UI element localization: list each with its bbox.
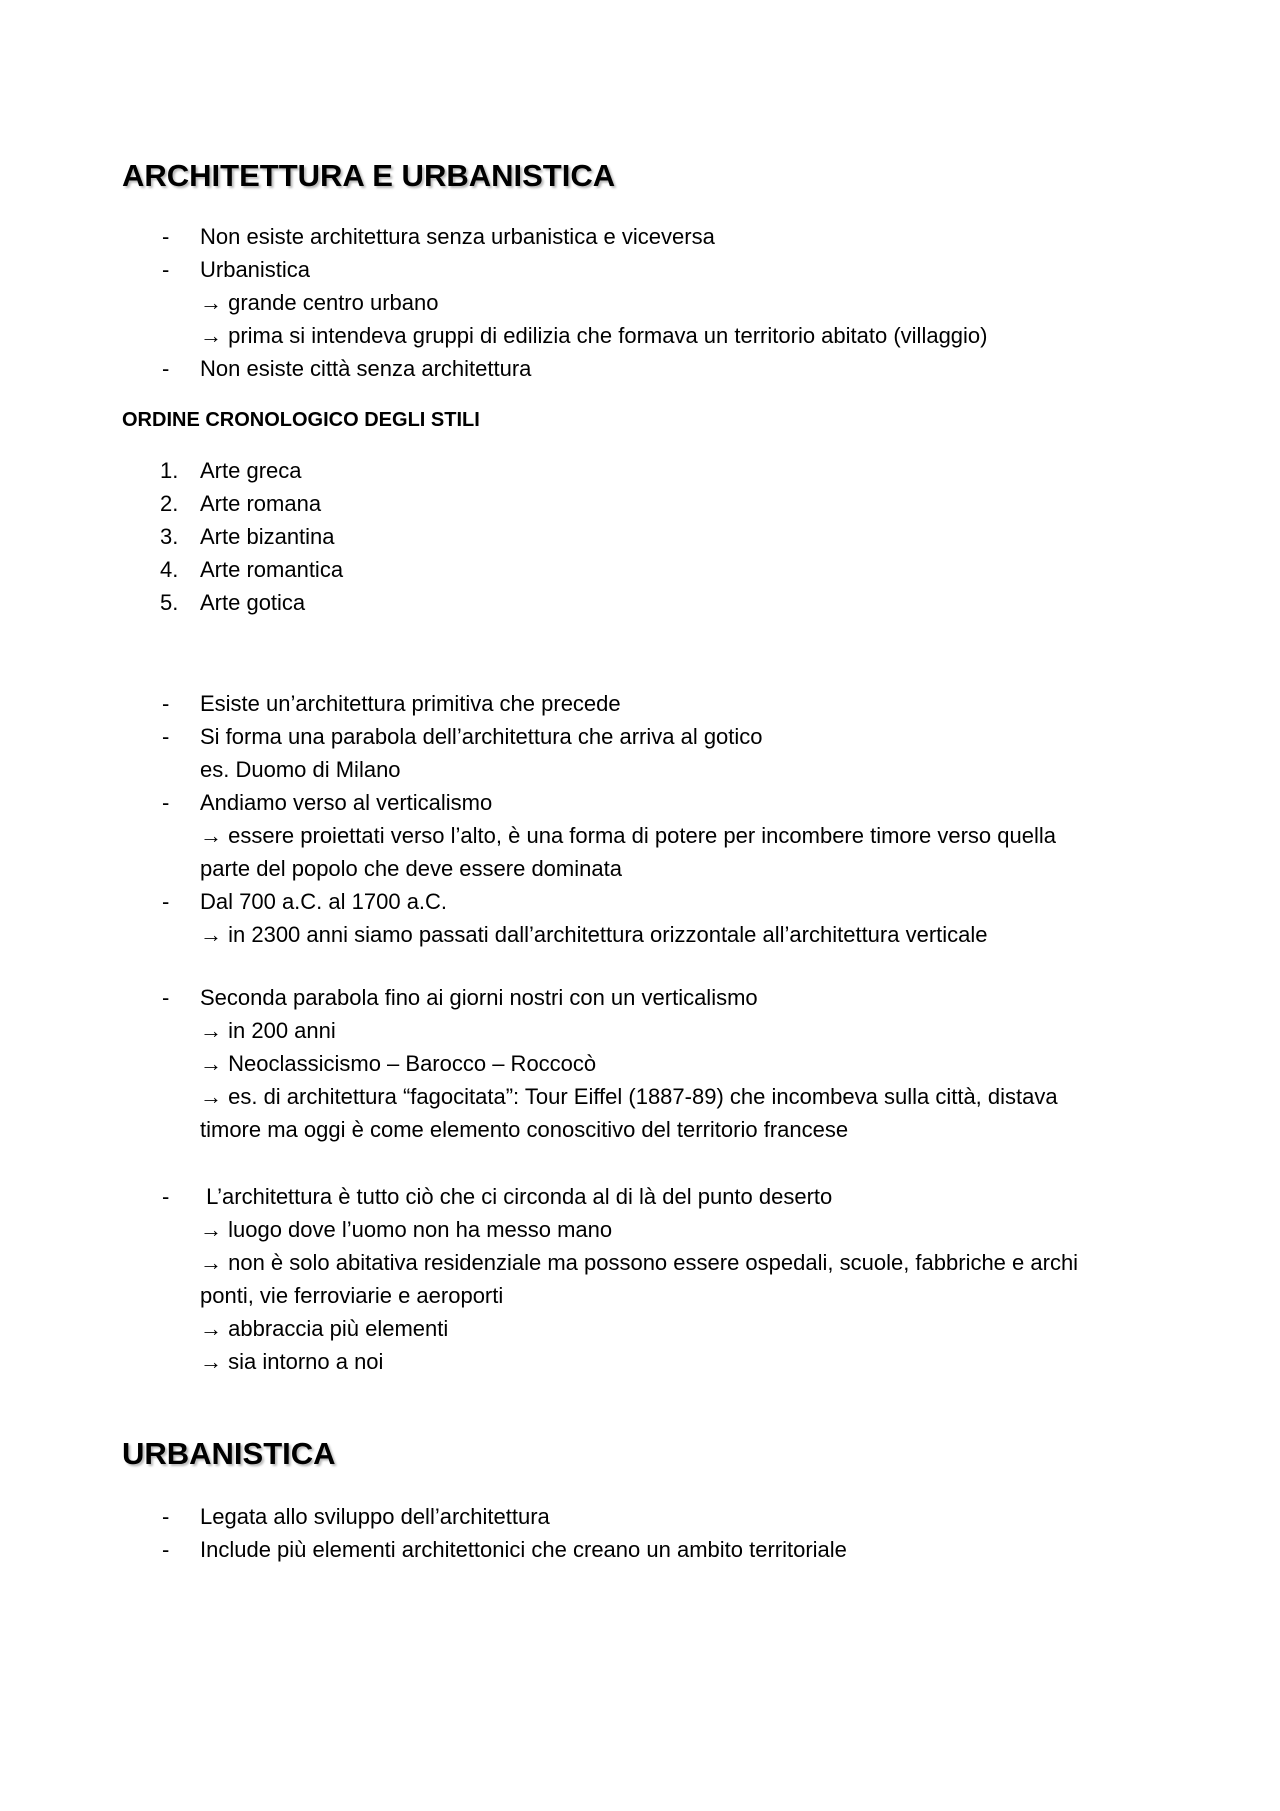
bullet-dash: - (162, 1184, 170, 1209)
bullet-dash: - (162, 224, 170, 249)
bullet-dash: - (162, 691, 170, 716)
bullet-dash: - (162, 889, 170, 914)
bullet-dash: - (162, 724, 170, 749)
bullet-dash: - (162, 257, 170, 282)
bullet-dash: - (162, 356, 170, 381)
subheading-ordine-cronologico: ORDINE CRONOLOGICO DEGLI STILI (122, 409, 480, 431)
heading-urbanistica: URBANISTICA (122, 1436, 336, 1471)
bullet-dash: - (162, 1504, 170, 1529)
bullet-dash: - (162, 985, 170, 1010)
heading-architettura-urbanistica: ARCHITETTURA E URBANISTICA (122, 158, 616, 193)
bullet-dash: - (162, 790, 170, 815)
bullet-dash: - (162, 1537, 170, 1562)
